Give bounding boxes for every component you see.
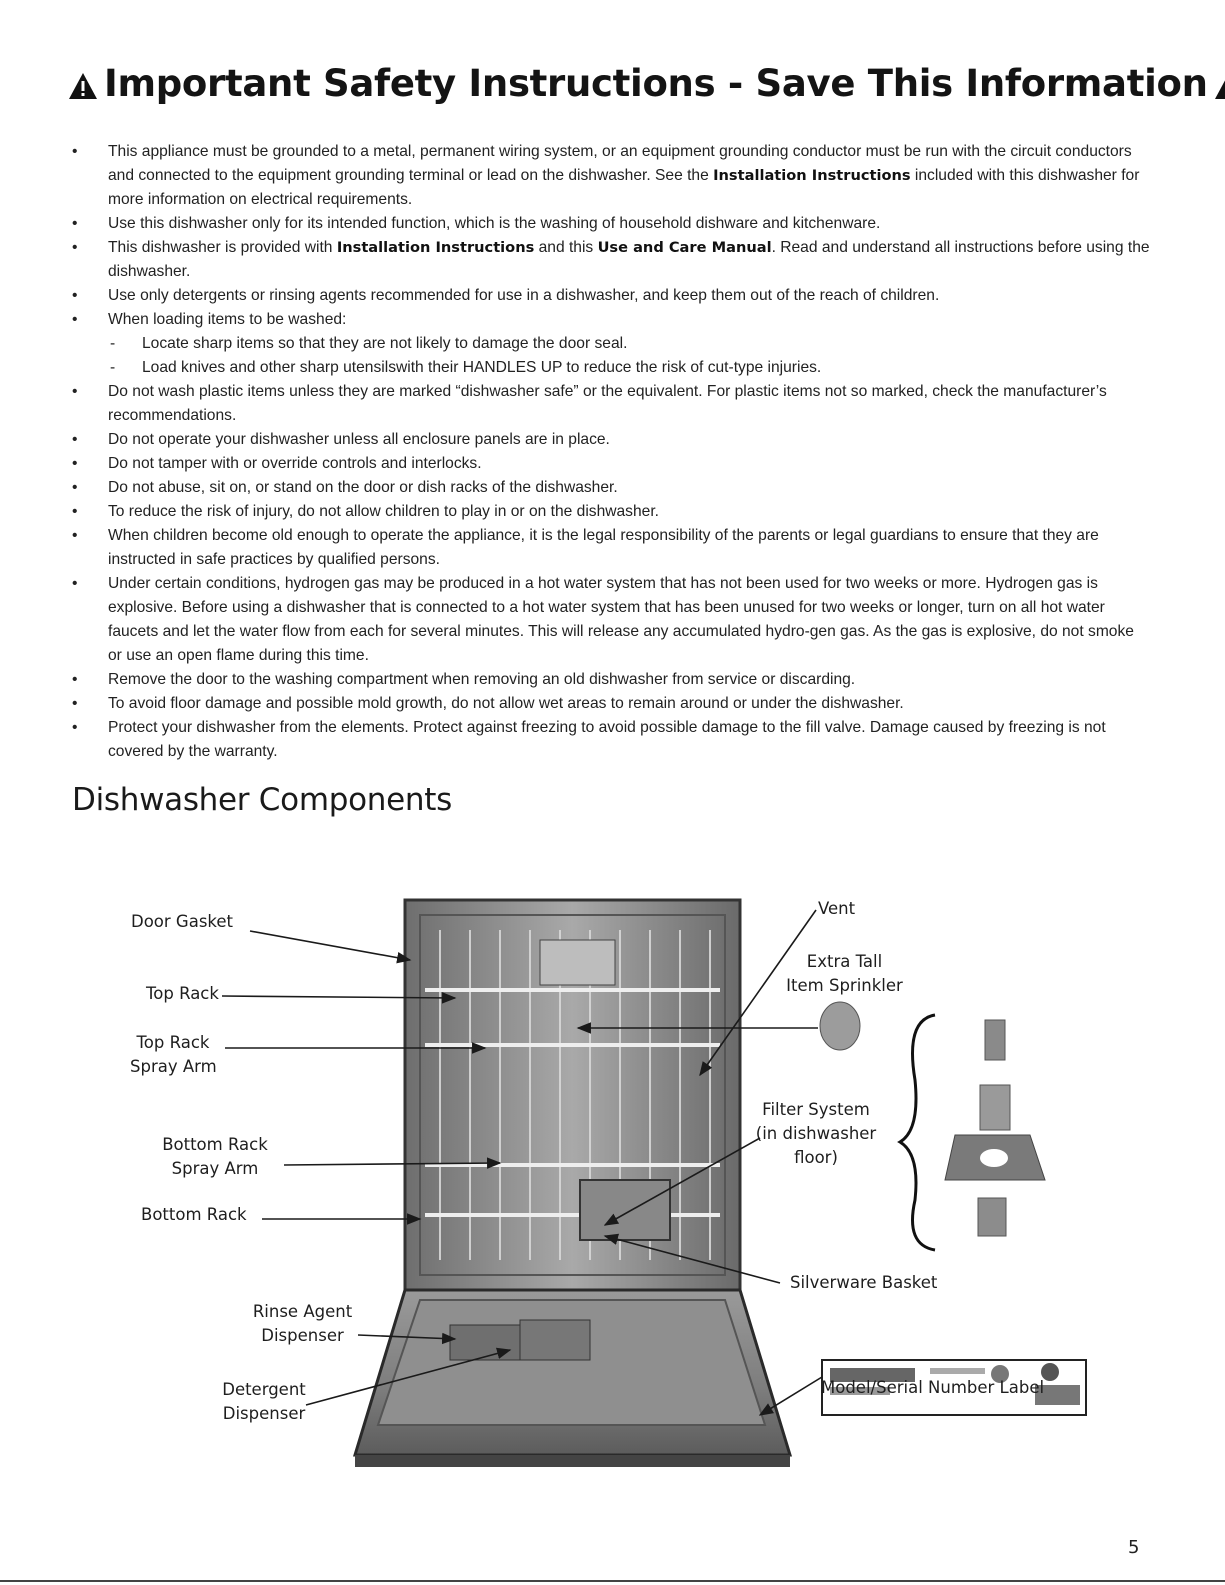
label-door-gasket: Door Gasket xyxy=(131,912,234,931)
item-text: Do not wash plastic items unless they are marked “dishwasher safe” or the equivalent. For plastic items not so marked, check the manufacturer’s recommendations. xyxy=(108,383,1107,424)
item-text: Do not operate your dishwasher unless all enclosure panels are in place. xyxy=(108,431,610,448)
safety-item xyxy=(72,476,1152,500)
safety-item xyxy=(72,716,1152,764)
safety-instructions-list xyxy=(72,140,1152,764)
safety-item xyxy=(72,140,1152,212)
page-number: 5 xyxy=(1128,1537,1140,1558)
bullet-marker: • xyxy=(72,383,78,400)
item-text: Use only detergents or rinsing agents recommended for use in a dishwasher, and keep them out of the reach of children. xyxy=(108,287,940,304)
dishwasher-tub xyxy=(405,900,740,1290)
safety-item xyxy=(72,452,1152,476)
bullet-marker: • xyxy=(72,527,78,544)
bullet-marker: • xyxy=(72,143,78,160)
section-heading-components: Dishwasher Components xyxy=(72,782,452,818)
item-text: When loading items to be washed: xyxy=(108,311,347,328)
safety-item xyxy=(72,236,1152,284)
emphasized-term: Use and Care Manual xyxy=(597,239,772,256)
item-text: To reduce the risk of injury, do not allow children to play in or on the dishwasher. xyxy=(108,503,659,520)
item-text: Remove the door to the washing compartment when removing an old dishwasher from service or discarding. xyxy=(108,671,856,688)
item-text: included with this dishwasher for more information on electrical requirements. xyxy=(108,167,1140,208)
warning-triangle-icon xyxy=(1214,66,1225,109)
label-vent: Vent xyxy=(818,899,856,918)
dishwasher-door xyxy=(355,1290,790,1467)
bottom-divider xyxy=(0,1580,1225,1582)
label-top-rack: Top Rack xyxy=(146,984,219,1003)
label-bottom-rack-spray-arm: Bottom Rack Spray Arm xyxy=(162,1135,268,1178)
bullet-marker: • xyxy=(72,239,78,256)
safety-item xyxy=(72,284,1152,308)
page-title xyxy=(62,62,1208,109)
bullet-marker: • xyxy=(72,311,78,328)
item-text: Locate sharp items so that they are not likely to damage the door seal. xyxy=(142,335,628,352)
item-text: and this xyxy=(534,239,598,256)
item-text: . Read and understand all instructions before using the dishwasher. xyxy=(108,239,1150,280)
item-text: Use this dishwasher only for its intended function, which is the washing of household dishware and kitchenware. xyxy=(108,215,881,232)
item-text: When children become old enough to operate the appliance, it is the legal responsibility of the parents or legal guardians to ensure that they are instructed in safe practices by qualified persons. xyxy=(108,527,1099,568)
label-top-rack-spray-arm: Top Rack Spray Arm xyxy=(130,1033,217,1076)
warning-triangle-icon xyxy=(68,66,98,109)
safety-item xyxy=(72,692,1152,716)
bullet-marker: • xyxy=(72,431,78,448)
label-extra-tall-item-sprinkler: Extra Tall Item Sprinkler xyxy=(786,952,903,995)
label-bottom-rack: Bottom Rack xyxy=(141,1205,247,1224)
page-title-text: Important Safety Instructions - Save This Information xyxy=(104,62,1208,105)
label-rinse-agent-dispenser: Rinse Agent Dispenser xyxy=(252,1302,353,1345)
safety-item xyxy=(72,668,1152,692)
safety-item xyxy=(72,572,1152,668)
emphasized-term: Installation Instructions xyxy=(336,239,535,256)
safety-item xyxy=(72,380,1152,428)
bullet-marker: • xyxy=(72,719,78,736)
safety-item xyxy=(72,500,1152,524)
safety-item xyxy=(72,308,1152,332)
safety-item xyxy=(72,212,1152,236)
emphasized-term: Installation Instructions xyxy=(713,167,911,184)
item-text: Protect your dishwasher from the elements. Protect against freezing to avoid possible damage to the fill valve. Damage caused by freezing is not covered by the warranty. xyxy=(108,719,1106,760)
item-text: To avoid floor damage and possible mold growth, do not allow wet areas to remain around or under the dishwasher. xyxy=(108,695,904,712)
item-text: Under certain conditions, hydrogen gas may be produced in a hot water system that has not been used for two weeks or more. Hydrogen gas is explosive. Before using a dishwasher that is connected to a hot water system that has been unused for two weeks or longer, turn on all hot water faucets and let the water flow from each for several minutes. This will release any accumulated hydro-gen gas. As the gas is explosive, do not smoke or use an open flame during this time. xyxy=(108,575,1134,664)
item-text: This dishwasher is provided with xyxy=(108,239,337,256)
dishwasher-components-figure xyxy=(0,880,1225,1490)
dash-marker: - xyxy=(110,359,116,376)
bullet-marker: • xyxy=(72,479,78,496)
bullet-marker: • xyxy=(72,455,78,472)
bullet-marker: • xyxy=(72,671,78,688)
item-text: Do not tamper with or override controls and interlocks. xyxy=(108,455,482,472)
label-silverware-basket: Silverware Basket xyxy=(790,1273,938,1292)
bullet-marker: • xyxy=(72,695,78,712)
safety-item xyxy=(72,428,1152,452)
label-filter-system: Filter System (in dishwasher floor) xyxy=(755,1100,877,1167)
label-detergent-dispenser: Detergent Dispenser xyxy=(222,1380,306,1423)
bullet-marker: • xyxy=(72,287,78,304)
safety-sub-item xyxy=(72,332,1152,356)
item-text: This appliance must be grounded to a metal, permanent wiring system, or an equipment grounding conductor must be run with the circuit conductors and connected to the equipment grounding terminal or lead on the dishwasher. See the xyxy=(108,143,1132,184)
safety-item xyxy=(72,524,1152,572)
bullet-marker: • xyxy=(72,575,78,592)
dash-marker: - xyxy=(110,335,116,352)
bullet-marker: • xyxy=(72,215,78,232)
safety-sub-item xyxy=(72,356,1152,380)
item-text: Do not abuse, sit on, or stand on the door or dish racks of the dishwasher. xyxy=(108,479,618,496)
label-model-serial-number: Model/Serial Number Label xyxy=(821,1378,1045,1397)
item-text: Load knives and other sharp utensilswith their HANDLES UP to reduce the risk of cut-type injuries. xyxy=(142,359,822,376)
bullet-marker: • xyxy=(72,503,78,520)
